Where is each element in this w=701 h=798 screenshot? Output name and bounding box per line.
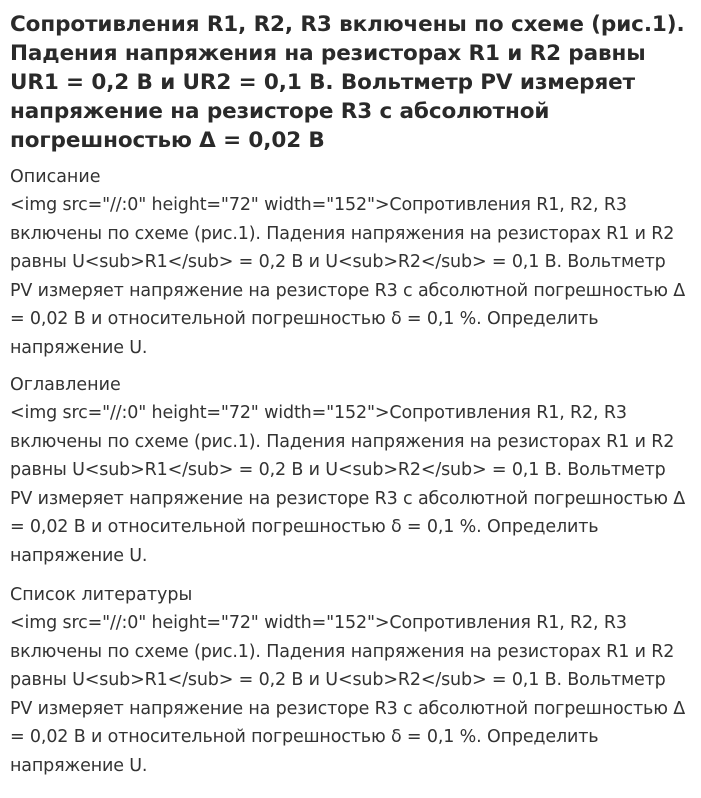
- section-body-contents: <img src="//:0" height="72" width="152">Сопротивления R1, R2, R3 включены по схеме (рис.1). Падения напряжения на резисторах R1 и R2 равны U<sub>R1</sub> = 0,2 В и U<sub>R2</sub> = 0,1 В. Вольтметр PV измеряет напряжение на резисторе R3 с абсолютной погрешностью Δ = 0,02 В и относительной погрешностью δ = 0,1 %. Определить напряжение U.: [10, 403, 686, 566]
- section-body-references: <img src="//:0" height="72" width="152">Сопротивления R1, R2, R3 включены по схеме (рис.1). Падения напряжения на резисторах R1 и R2 равны U<sub>R1</sub> = 0,2 В и U<sub>R2</sub> = 0,1 В. Вольтметр PV измеряет напряжение на резисторе R3 с абсолютной погрешностью Δ = 0,02 В и относительной погрешностью δ = 0,1 %. Определить напряжение U.: [10, 613, 686, 776]
- section-heading-description: Описание: [10, 167, 101, 187]
- section-heading-references: Список литературы: [10, 585, 193, 605]
- section-heading-contents: Оглавление: [10, 375, 121, 395]
- section-contents: [10, 371, 691, 570]
- section-references: [10, 581, 691, 780]
- section-body-description: <img src="//:0" height="72" width="152">Сопротивления R1, R2, R3 включены по схеме (рис.1). Падения напряжения на резисторах R1 и R2 равны U<sub>R1</sub> = 0,2 В и U<sub>R2</sub> = 0,1 В. Вольтметр PV измеряет напряжение на резисторе R3 с абсолютной погрешностью Δ = 0,02 В и относительной погрешностью δ = 0,1 %. Определить напряжение U.: [10, 195, 686, 358]
- section-description: [10, 163, 691, 362]
- page-title: Сопротивления R1, R2, R3 включены по схеме (рис.1). Падения напряжения на резисторах R1 и R2 равны UR1 = 0,2 В и UR2 = 0,1 В. Вольтметр PV измеряет напряжение на резисторе R3 с абсолютной погрешностью Δ = 0,02 В: [10, 12, 685, 153]
